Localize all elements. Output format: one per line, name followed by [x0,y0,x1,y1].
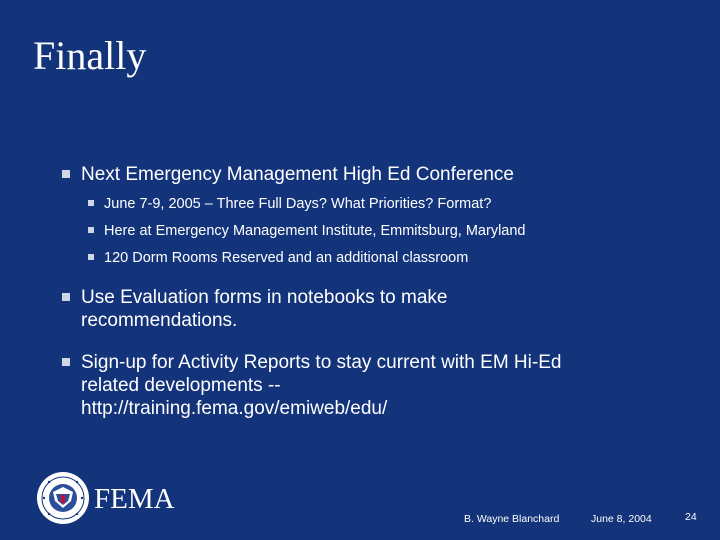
bullet-item [62,286,447,332]
bullet-url-link[interactable]: http://training.fema.gov/emiweb/edu/ [81,398,388,419]
sub-bullet-item [88,195,491,213]
dhs-seal-icon [37,472,89,524]
sub-bullet-text: 120 Dorm Rooms Reserved and an additional classroom [104,250,469,266]
bullet-text-line: Use Evaluation forms in notebooks to make [81,287,448,308]
bullet-text-line: related developments -- [81,375,281,396]
bullet-square-icon [62,293,70,301]
footer-author: B. Wayne Blanchard [464,513,560,525]
slide-title: Finally [33,33,147,78]
bullet-item [62,351,561,420]
bullet-text-line: Sign-up for Activity Reports to stay current with EM Hi-Ed [81,352,562,373]
fema-logo-text: FEMA [94,483,175,515]
bullet-square-icon [62,170,70,178]
sub-bullet-item [88,222,525,240]
bullet-text-line: recommendations. [81,310,238,331]
sub-bullet-square-icon [88,254,94,260]
sub-bullet-square-icon [88,227,94,233]
sub-bullet-square-icon [88,200,94,206]
bullet-text: Next Emergency Management High Ed Conference [81,164,515,185]
bullet-item [62,163,514,186]
footer-date: June 8, 2004 [591,513,652,525]
bullet-square-icon [62,358,70,366]
fema-logo [34,470,186,526]
page-number: 24 [685,511,697,523]
sub-bullet-item [88,249,468,267]
sub-bullet-text: June 7-9, 2005 – Three Full Days? What Priorities? Format? [104,196,492,212]
sub-bullet-text: Here at Emergency Management Institute, Emmitsburg, Maryland [104,223,526,239]
